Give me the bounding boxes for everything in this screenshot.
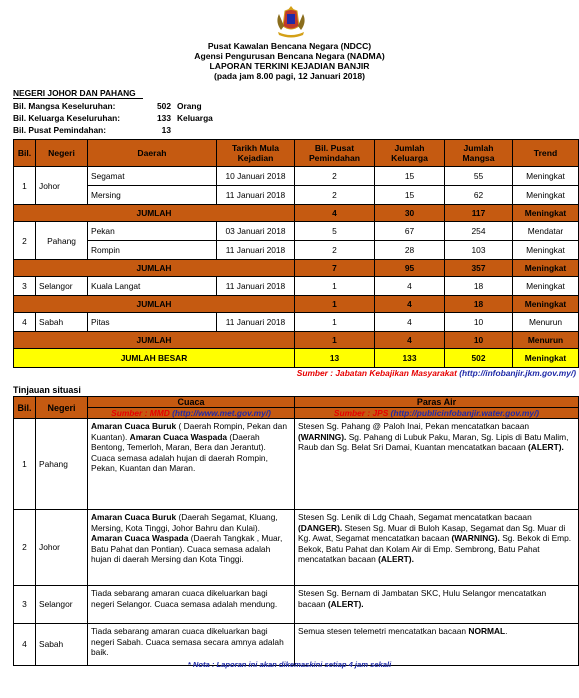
source-jkm-link[interactable]: (http://infobanjir.jkm.gov.my/) bbox=[459, 368, 576, 378]
cell-trend: Mendatar bbox=[513, 222, 579, 241]
cell-trend: Meningkat bbox=[513, 277, 579, 296]
cell-mangsa: 55 bbox=[445, 167, 513, 186]
stat-keluarga-value: 133 bbox=[157, 113, 171, 123]
cell-negeri: Selangor bbox=[36, 277, 88, 296]
cell-keluarga: 4 bbox=[375, 313, 445, 332]
header-line-3: LAPORAN TERKINI KEJADIAN BANJIR bbox=[209, 61, 370, 71]
subtotal-keluarga: 95 bbox=[375, 260, 445, 277]
cell-negeri: Pahang bbox=[36, 222, 88, 260]
cell-mangsa: 254 bbox=[445, 222, 513, 241]
table-row bbox=[14, 313, 579, 332]
cell-tarikh: 03 Januari 2018 bbox=[217, 222, 295, 241]
cell-negeri: Selangor bbox=[36, 586, 88, 624]
header-line-2: Agensi Pengurusan Bencana Negara (NADMA) bbox=[194, 51, 385, 61]
cell-mangsa: 62 bbox=[445, 186, 513, 205]
text-run: Sg. Pahang di Lubuk Paku, Maran, Sg. Lipis di Batu Malim, Raub dan Sg. Belat Sri Damai, Kuantan mencatatkan bacaan bbox=[298, 431, 569, 452]
subtotal-label: JUMLAH bbox=[14, 260, 295, 277]
cell-daerah: Pitas bbox=[88, 313, 217, 332]
subtotal-trend: Meningkat bbox=[513, 205, 579, 222]
situation-header-row bbox=[14, 397, 579, 408]
bold-text: (WARNING). bbox=[298, 431, 347, 442]
subtotal-row bbox=[14, 296, 579, 313]
text-run: Semua stesen telemetri mencatatkan bacaan bbox=[298, 626, 469, 636]
cell-bil: 3 bbox=[14, 277, 36, 296]
cell-paras-air bbox=[295, 586, 579, 624]
cell-paras-air bbox=[295, 419, 579, 510]
source-mmd bbox=[88, 408, 295, 419]
cell-daerah: Segamat bbox=[88, 167, 217, 186]
bold-text: (ALERT). bbox=[528, 442, 564, 452]
subtotal-pusat: 1 bbox=[295, 296, 375, 313]
subtotal-mangsa: 18 bbox=[445, 296, 513, 313]
col-header-tarikh: Tarikh Mula Kejadian bbox=[217, 140, 295, 167]
col-header-pusat: Bil. Pusat Pemindahan bbox=[295, 140, 375, 167]
table-row bbox=[14, 241, 579, 260]
bold-text: NORMAL bbox=[468, 626, 506, 636]
cell-tarikh: 11 Januari 2018 bbox=[217, 277, 295, 296]
col-header-bil: Bil. bbox=[14, 140, 36, 167]
stat-pusat-label: Bil. Pusat Pemindahan: bbox=[13, 125, 107, 135]
grand-total-keluarga: 133 bbox=[375, 349, 445, 368]
footer-note: * Nota : Laporan ini akan dikemaskini setiap 4 jam sekali bbox=[187, 660, 392, 669]
bold-text: (DANGER). bbox=[298, 522, 343, 533]
tinjauan-title: Tinjauan situasi bbox=[13, 385, 81, 395]
col-header-mangsa: Jumlah Mangsa bbox=[445, 140, 513, 167]
cell-daerah: Rompin bbox=[88, 241, 217, 260]
bold-text: (ALERT). bbox=[327, 598, 364, 609]
stat-mangsa bbox=[13, 101, 202, 111]
stat-keluarga-label: Bil. Keluarga Keseluruhan: bbox=[13, 113, 121, 123]
cell-pusat: 2 bbox=[295, 167, 375, 186]
col-header-daerah: Daerah bbox=[88, 140, 217, 167]
subtotal-mangsa: 357 bbox=[445, 260, 513, 277]
text-run: . bbox=[505, 626, 508, 636]
cell-bil: 1 bbox=[14, 419, 36, 510]
table-row bbox=[14, 419, 579, 510]
cell-pusat: 2 bbox=[295, 241, 375, 260]
stat-mangsa-value: 502 bbox=[157, 101, 171, 111]
text-run: Stesen Sg. Lenik di Ldg Chaah, Segamat mencatatkan bacaan bbox=[298, 512, 532, 522]
cell-cuaca bbox=[88, 510, 295, 586]
cell-pusat: 1 bbox=[295, 313, 375, 332]
stat-keluarga bbox=[13, 113, 213, 123]
subtotal-pusat: 4 bbox=[295, 205, 375, 222]
subtotal-trend: Menurun bbox=[513, 332, 579, 349]
bold-text: Amaran Cuaca Waspada bbox=[129, 431, 228, 442]
grand-total-trend: Meningkat bbox=[513, 349, 579, 368]
source-jps bbox=[295, 408, 579, 419]
cell-pusat: 2 bbox=[295, 186, 375, 205]
cell-negeri: Johor bbox=[36, 510, 88, 586]
col-header-bil: Bil. bbox=[14, 397, 36, 419]
stat-pusat-value: 13 bbox=[161, 125, 171, 135]
subtotal-mangsa: 10 bbox=[445, 332, 513, 349]
cell-bil: 4 bbox=[14, 624, 36, 666]
source-mmd-label: Sumber : MMD bbox=[111, 408, 170, 418]
grand-total-label: JUMLAH BESAR bbox=[14, 349, 295, 368]
situation-source-row bbox=[14, 408, 579, 419]
bold-text: Amaran Cuaca Waspada bbox=[91, 533, 189, 543]
cell-negeri: Sabah bbox=[36, 624, 88, 666]
cell-trend: Meningkat bbox=[513, 241, 579, 260]
cell-pusat: 5 bbox=[295, 222, 375, 241]
subtotal-trend: Meningkat bbox=[513, 260, 579, 277]
text-run: Stesen Sg. Muar di Buloh Kasap, Segamat dan Sg. Muar di Kg. Awat, Segamat mencatatkan bacaan bbox=[298, 522, 566, 543]
table-row bbox=[14, 586, 579, 624]
subtotal-keluarga: 4 bbox=[375, 296, 445, 313]
stat-pusat bbox=[13, 125, 177, 135]
stat-keluarga-unit: Keluarga bbox=[177, 113, 213, 123]
cell-cuaca bbox=[88, 419, 295, 510]
grand-total-mangsa: 502 bbox=[445, 349, 513, 368]
table-row bbox=[14, 186, 579, 205]
cell-daerah: Mersing bbox=[88, 186, 217, 205]
cell-mangsa: 103 bbox=[445, 241, 513, 260]
grand-total-pusat: 13 bbox=[295, 349, 375, 368]
col-header-negeri: Negeri bbox=[36, 140, 88, 167]
cell-negeri: Pahang bbox=[36, 419, 88, 510]
col-header-keluarga: Jumlah Keluarga bbox=[375, 140, 445, 167]
subtotal-label: JUMLAH bbox=[14, 296, 295, 313]
cell-daerah: Kuala Langat bbox=[88, 277, 217, 296]
bold-text: Amaran Cuaca Buruk bbox=[91, 421, 177, 431]
subtotal-row bbox=[14, 332, 579, 349]
cell-bil: 2 bbox=[14, 222, 36, 260]
text-run: (Daerah Bentong, Temerloh, Maran, Bera dan Jerantut). Cuaca semasa adalah hujan di daerah Rompin, Pekan, Kuantan dan Maran. bbox=[91, 431, 268, 473]
table-row bbox=[14, 167, 579, 186]
col-header-air: Paras Air bbox=[295, 397, 579, 408]
source-mmd-link[interactable]: (http://www.met.gov.my/) bbox=[172, 408, 271, 418]
cell-bil: 3 bbox=[14, 586, 36, 624]
col-header-trend: Trend bbox=[513, 140, 579, 167]
subtotal-row bbox=[14, 205, 579, 222]
subtotal-row bbox=[14, 260, 579, 277]
text-run: Tiada sebarang amaran cuaca dikeluarkan bagi negeri Selangor. Cuaca semasa adalah mendung. bbox=[91, 588, 278, 609]
cell-daerah: Pekan bbox=[88, 222, 217, 241]
cell-pusat: 1 bbox=[295, 277, 375, 296]
table-row bbox=[14, 510, 579, 586]
header-line-1: Pusat Kawalan Bencana Negara (NDCC) bbox=[207, 41, 372, 51]
source-jkm-label: Sumber : Jabatan Kebajikan Masyarakat bbox=[296, 368, 457, 378]
subtotal-label: JUMLAH bbox=[14, 205, 295, 222]
subtotal-pusat: 1 bbox=[295, 332, 375, 349]
subtotal-keluarga: 30 bbox=[375, 205, 445, 222]
text-run: ( Daerah Rompin, Pekan dan Kuantan). bbox=[91, 421, 287, 442]
cell-cuaca bbox=[88, 586, 295, 624]
cell-keluarga: 67 bbox=[375, 222, 445, 241]
col-header-cuaca: Cuaca bbox=[88, 397, 295, 408]
cell-tarikh: 10 Januari 2018 bbox=[217, 167, 295, 186]
subtotal-label: JUMLAH bbox=[14, 332, 295, 349]
situation-body bbox=[14, 419, 579, 666]
cell-tarikh: 11 Januari 2018 bbox=[217, 313, 295, 332]
cell-bil: 2 bbox=[14, 510, 36, 586]
flood-summary-table bbox=[13, 139, 579, 368]
bold-text: Amaran Cuaca Buruk bbox=[91, 512, 177, 522]
subtotal-keluarga: 4 bbox=[375, 332, 445, 349]
subtotal-mangsa: 117 bbox=[445, 205, 513, 222]
table-header-row bbox=[14, 140, 579, 167]
text-run: Stesen Sg. Pahang @ Paloh Inai, Pekan mencatatkan bacaan bbox=[298, 421, 530, 431]
source-jps-label: Sumber : JPS bbox=[333, 408, 389, 418]
cell-bil: 1 bbox=[14, 167, 36, 205]
cell-negeri: Johor bbox=[36, 167, 88, 205]
coat-of-arms-logo bbox=[269, 4, 313, 40]
cell-keluarga: 28 bbox=[375, 241, 445, 260]
cell-tarikh: 11 Januari 2018 bbox=[217, 241, 295, 260]
cell-negeri: Sabah bbox=[36, 313, 88, 332]
table-row bbox=[14, 222, 579, 241]
cell-paras-air bbox=[295, 510, 579, 586]
cell-mangsa: 18 bbox=[445, 277, 513, 296]
stat-mangsa-unit: Orang bbox=[177, 101, 202, 111]
table-row bbox=[14, 277, 579, 296]
bold-text: (WARNING). bbox=[451, 533, 500, 543]
cell-keluarga: 4 bbox=[375, 277, 445, 296]
col-header-negeri: Negeri bbox=[36, 397, 88, 419]
grand-total-row bbox=[14, 349, 579, 368]
region-title: NEGERI JOHOR DAN PAHANG bbox=[13, 88, 143, 99]
cell-mangsa: 10 bbox=[445, 313, 513, 332]
cell-keluarga: 15 bbox=[375, 167, 445, 186]
text-run: Stesen Sg. Bernam di Jambatan SKC, Hulu Selangor mencatatkan bacaan bbox=[298, 588, 547, 609]
header-line-4: (pada jam 8.00 pagi, 12 Januari 2018) bbox=[214, 71, 365, 81]
source-jps-link[interactable]: (http://publicinfobanjir.water.gov.my/) bbox=[390, 408, 540, 418]
subtotal-trend: Meningkat bbox=[513, 296, 579, 313]
cell-keluarga: 15 bbox=[375, 186, 445, 205]
situation-table bbox=[13, 396, 579, 666]
text-run: Tiada sebarang amaran cuaca dikeluarkan bagi negeri Sabah. Cuaca semasa secara amnya adalah baik. bbox=[91, 626, 284, 657]
subtotal-pusat: 7 bbox=[295, 260, 375, 277]
text-run: (Daerah Segamat, Kluang, Mersing, Kota Tinggi, Johor Bahru dan Kulai). bbox=[91, 512, 278, 533]
bold-text: (ALERT). bbox=[378, 554, 414, 564]
cell-bil: 4 bbox=[14, 313, 36, 332]
source-jkm bbox=[250, 368, 576, 378]
stat-mangsa-label: Bil. Mangsa Keseluruhan: bbox=[13, 101, 116, 111]
cell-tarikh: 11 Januari 2018 bbox=[217, 186, 295, 205]
cell-trend: Meningkat bbox=[513, 167, 579, 186]
cell-trend: Meningkat bbox=[513, 186, 579, 205]
text-run: Sg. Bekok di Emp. Bekok, Batu Pahat dan Kolam Air di Emp. Sembrong, Batu Pahat mencatatkan bacaan bbox=[298, 533, 572, 564]
text-run: (Daerah Tangkak , Muar, Batu Pahat dan Pontian). Cuaca semasa adalah hujan di daerah Mersing dan Kota Tinggi. bbox=[91, 533, 283, 564]
cell-trend: Menurun bbox=[513, 313, 579, 332]
